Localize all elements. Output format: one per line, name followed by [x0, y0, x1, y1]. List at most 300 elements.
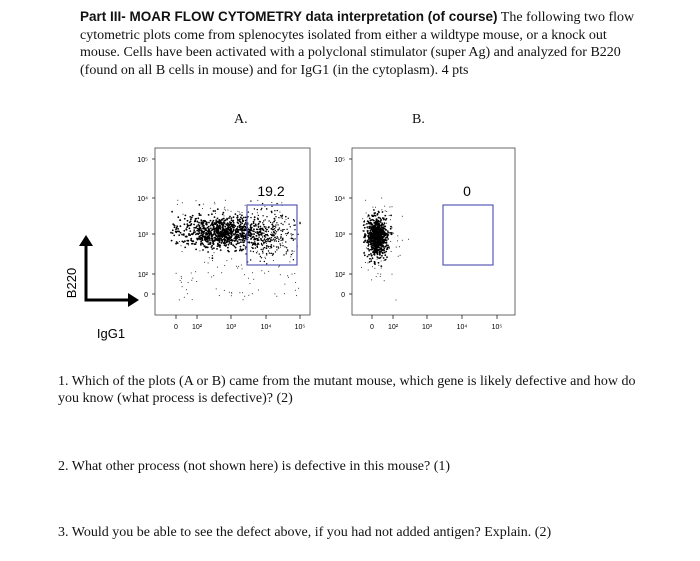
event-dot — [211, 230, 213, 232]
event-dot — [379, 232, 381, 234]
event-dot — [214, 202, 215, 203]
event-dot — [228, 234, 230, 236]
event-dot — [378, 273, 379, 274]
event-dot — [282, 245, 283, 246]
event-dot — [279, 227, 280, 228]
event-dot — [367, 232, 369, 234]
event-dot — [244, 296, 245, 297]
plot-b-y-tick-label: 10⁵ — [334, 157, 345, 164]
event-dot — [235, 240, 237, 242]
event-dot — [378, 218, 379, 219]
event-dot — [188, 282, 189, 283]
plot-a-y-tick-label: 0 — [144, 292, 148, 299]
event-dot — [274, 240, 275, 241]
event-dot — [371, 226, 372, 227]
event-dot — [172, 232, 174, 234]
event-dot — [379, 228, 380, 229]
event-dot — [369, 261, 371, 263]
event-dot — [260, 230, 261, 231]
event-dot — [196, 200, 197, 201]
event-dot — [212, 225, 214, 227]
event-dot — [274, 220, 275, 221]
event-dot — [297, 234, 298, 235]
event-dot — [252, 247, 253, 248]
event-dot — [265, 257, 266, 258]
event-dot — [200, 244, 202, 246]
event-dot — [371, 259, 372, 260]
y-axis-title: B220 — [64, 267, 79, 299]
event-dot — [366, 248, 367, 249]
event-dot — [203, 225, 204, 226]
event-dot — [271, 232, 272, 233]
event-dot — [274, 221, 275, 222]
event-dot — [181, 276, 182, 277]
event-dot — [296, 295, 297, 296]
event-dot — [241, 249, 242, 250]
event-dot — [376, 276, 377, 277]
event-dot — [210, 220, 212, 222]
event-dot — [294, 229, 295, 230]
event-dot — [186, 226, 188, 228]
event-dot — [262, 240, 263, 241]
event-dot — [188, 245, 189, 246]
event-dot — [193, 224, 195, 226]
event-dot — [365, 262, 366, 263]
event-dot — [254, 241, 255, 242]
event-dot — [294, 251, 295, 252]
plot-a-y-ticks — [137, 157, 148, 299]
event-dot — [205, 239, 206, 240]
plot-b-x-ticks — [370, 324, 502, 331]
event-dot — [184, 218, 186, 220]
event-dot — [206, 233, 208, 235]
event-dot — [210, 227, 212, 229]
plot-a-x-tick-label: 0 — [174, 324, 178, 331]
event-dot — [223, 212, 225, 214]
x-axis-arrowhead-icon — [128, 293, 139, 307]
event-dot — [264, 261, 265, 262]
event-dot — [222, 232, 223, 233]
event-dot — [390, 228, 392, 230]
event-dot — [372, 207, 373, 208]
event-dot — [380, 274, 381, 275]
event-dot — [369, 224, 370, 225]
event-dot — [229, 238, 231, 240]
event-dot — [364, 234, 366, 236]
event-dot — [259, 221, 260, 222]
event-dot — [380, 236, 381, 237]
event-dot — [284, 246, 285, 247]
event-dot — [274, 226, 275, 227]
event-dot — [384, 239, 386, 241]
event-dot — [227, 226, 229, 228]
event-dot — [272, 226, 273, 227]
event-dot — [257, 229, 258, 230]
event-dot — [220, 228, 222, 230]
event-dot — [209, 242, 211, 244]
event-dot — [277, 237, 278, 238]
event-dot — [383, 250, 385, 252]
event-dot — [243, 249, 244, 250]
event-dot — [250, 228, 252, 230]
event-dot — [217, 208, 219, 210]
event-dot — [389, 215, 390, 216]
event-dot — [262, 236, 263, 237]
event-dot — [380, 248, 382, 250]
event-dot — [225, 200, 226, 201]
plot-a-x-tick-label: 10⁴ — [260, 324, 272, 331]
event-dot — [266, 253, 267, 254]
event-dot — [268, 231, 269, 232]
event-dot — [234, 246, 236, 248]
event-dot — [182, 286, 183, 287]
event-dot — [194, 243, 196, 245]
event-dot — [276, 203, 277, 204]
event-dot — [185, 215, 187, 217]
event-dot — [376, 215, 377, 216]
event-dot — [277, 236, 278, 237]
event-dot — [236, 266, 237, 267]
event-dot — [242, 241, 244, 243]
event-dot — [276, 249, 277, 250]
event-dot — [224, 265, 225, 266]
event-dot — [181, 278, 182, 279]
event-dot — [271, 228, 272, 229]
event-dot — [280, 215, 281, 216]
event-dot — [390, 215, 392, 217]
event-dot — [233, 216, 235, 218]
event-dot — [294, 273, 295, 274]
event-dot — [251, 247, 252, 248]
event-dot — [200, 214, 202, 216]
plot-b-y-tick-label: 10² — [334, 272, 345, 279]
event-dot — [217, 245, 219, 247]
event-dot — [384, 228, 386, 230]
event-dot — [364, 220, 365, 221]
event-dot — [243, 299, 244, 300]
event-dot — [245, 205, 246, 206]
event-dot — [377, 222, 378, 223]
event-dot — [257, 239, 259, 241]
event-dot — [183, 230, 185, 232]
problem-heading: Part III- MOAR FLOW CYTOMETRY data interpretation (of course) — [80, 9, 498, 24]
event-dot — [264, 247, 265, 248]
event-dot — [234, 225, 236, 227]
event-dot — [237, 215, 239, 217]
event-dot — [225, 244, 227, 246]
event-dot — [369, 258, 371, 260]
event-dot — [251, 242, 252, 243]
event-dot — [368, 237, 370, 239]
plot-b-x-tick-label: 10³ — [421, 324, 433, 331]
event-dot — [370, 228, 372, 230]
plot-b-gate-percent: 0 — [463, 183, 471, 199]
event-dot — [276, 231, 277, 232]
event-dot — [238, 230, 239, 231]
event-dot — [242, 212, 243, 213]
event-dot — [275, 216, 276, 217]
event-dot — [380, 237, 382, 239]
event-dot — [380, 243, 381, 244]
event-dot — [373, 228, 375, 230]
event-dot — [178, 234, 180, 236]
event-dot — [199, 232, 201, 234]
event-dot — [217, 218, 219, 220]
event-dot — [267, 234, 268, 235]
event-dot — [226, 260, 227, 261]
event-dot — [275, 251, 276, 252]
event-dot — [396, 247, 397, 248]
event-dot — [255, 232, 256, 233]
event-dot — [377, 225, 379, 227]
event-dot — [271, 212, 272, 213]
event-dot — [237, 217, 239, 219]
event-dot — [254, 238, 255, 239]
event-dot — [268, 246, 269, 247]
event-dot — [252, 293, 253, 294]
event-dot — [263, 220, 264, 221]
event-dot — [210, 208, 211, 209]
event-dot — [213, 210, 215, 212]
event-dot — [277, 224, 278, 225]
event-dot — [222, 226, 224, 228]
event-dot — [392, 234, 393, 235]
event-dot — [391, 251, 392, 252]
event-dot — [226, 219, 228, 221]
event-dot — [235, 232, 237, 234]
event-dot — [299, 222, 300, 223]
event-dot — [265, 258, 266, 259]
event-dot — [258, 226, 259, 227]
event-dot — [187, 293, 188, 294]
event-dot — [366, 226, 368, 228]
event-dot — [248, 211, 249, 212]
event-dot — [211, 248, 213, 250]
event-dot — [385, 251, 387, 253]
plot-a-gate-percent: 19.2 — [257, 183, 285, 199]
event-dot — [250, 232, 251, 233]
event-dot — [293, 259, 294, 260]
event-dot — [189, 230, 191, 232]
event-dot — [188, 225, 190, 227]
event-dot — [389, 232, 391, 234]
event-dot — [284, 284, 285, 285]
event-dot — [195, 249, 197, 251]
event-dot — [393, 233, 394, 234]
event-dot — [245, 246, 246, 247]
event-dot — [231, 258, 232, 259]
event-dot — [367, 230, 368, 231]
event-dot — [262, 228, 264, 230]
event-dot — [265, 219, 266, 220]
event-dot — [282, 229, 284, 231]
event-dot — [176, 273, 177, 274]
event-dot — [231, 292, 232, 293]
event-dot — [372, 266, 373, 267]
event-dot — [261, 249, 262, 250]
event-dot — [371, 249, 373, 251]
event-dot — [176, 225, 178, 227]
event-dot — [260, 226, 262, 228]
event-dot — [219, 221, 221, 223]
event-dot — [386, 259, 387, 260]
event-dot — [266, 263, 267, 264]
event-dot — [186, 229, 188, 231]
event-dot — [222, 218, 224, 220]
event-dot — [264, 238, 265, 239]
event-dot — [211, 277, 212, 278]
event-dot — [367, 221, 369, 223]
event-dot — [268, 271, 269, 272]
event-dot — [178, 229, 179, 230]
event-dot — [374, 251, 375, 252]
event-dot — [218, 233, 220, 235]
event-dot — [382, 246, 384, 248]
event-dot — [265, 231, 266, 232]
event-dot — [197, 224, 199, 226]
event-dot — [377, 234, 379, 236]
event-dot — [209, 257, 210, 258]
event-dot — [257, 218, 258, 219]
event-dot — [215, 238, 217, 240]
event-dot — [386, 246, 387, 247]
event-dot — [280, 240, 281, 241]
event-dot — [368, 270, 369, 271]
event-dot — [369, 251, 370, 252]
event-dot — [275, 224, 276, 225]
event-dot — [216, 229, 218, 231]
event-dot — [222, 224, 224, 226]
plot-b-y-ticks — [334, 157, 345, 299]
event-dot — [377, 246, 378, 247]
event-dot — [212, 260, 213, 261]
event-dot — [208, 222, 210, 224]
event-dot — [252, 230, 253, 231]
event-dot — [280, 274, 281, 275]
event-dot — [367, 228, 368, 229]
event-dot — [200, 222, 202, 224]
event-dot — [284, 293, 285, 294]
event-dot — [211, 222, 213, 224]
event-dot — [258, 244, 259, 245]
event-dot — [250, 226, 251, 227]
event-dot — [378, 228, 380, 230]
event-dot — [209, 238, 210, 239]
event-dot — [215, 223, 217, 225]
plot-a-y-tick-label: 10² — [137, 272, 148, 279]
event-dot — [228, 244, 230, 246]
event-dot — [254, 242, 256, 244]
flow-cytometry-figure — [0, 140, 700, 355]
question-3: 3. Would you be able to see the defect above, if you had not added antigen? Explain. (2) — [58, 525, 552, 540]
event-dot — [386, 256, 388, 258]
event-dot — [203, 245, 205, 247]
event-dot — [222, 222, 224, 224]
event-dot — [218, 232, 220, 234]
event-dot — [385, 219, 387, 221]
event-dot — [214, 252, 215, 253]
event-dot — [240, 246, 242, 248]
event-dot — [364, 252, 365, 253]
event-dot — [201, 229, 202, 230]
plot-a-x-tick-label: 10³ — [225, 324, 237, 331]
event-dot — [200, 241, 202, 243]
event-dot — [265, 228, 266, 229]
event-dot — [178, 231, 180, 233]
event-dot — [231, 231, 233, 233]
event-dot — [236, 236, 238, 238]
event-dot — [387, 245, 389, 247]
event-dot — [252, 213, 253, 214]
event-dot — [211, 236, 213, 238]
plot-b-x-tick-label: 10⁴ — [456, 324, 468, 331]
event-dot — [372, 257, 374, 259]
event-dot — [223, 230, 225, 232]
event-dot — [378, 220, 380, 222]
event-dot — [377, 239, 379, 241]
event-dot — [378, 265, 379, 266]
event-dot — [371, 243, 372, 244]
event-dot — [237, 211, 238, 212]
event-dot — [384, 260, 385, 261]
event-dot — [282, 239, 283, 240]
event-dot — [392, 227, 393, 228]
event-dot — [385, 210, 386, 211]
event-dot — [191, 273, 192, 274]
event-dot — [383, 241, 385, 243]
event-dot — [213, 232, 215, 234]
event-dot — [243, 229, 245, 231]
event-dot — [402, 240, 403, 241]
event-dot — [218, 238, 220, 240]
event-dot — [197, 217, 199, 219]
event-dot — [387, 248, 388, 249]
event-dot — [221, 272, 222, 273]
event-dot — [236, 234, 238, 236]
event-dot — [369, 226, 371, 228]
event-dot — [274, 218, 276, 220]
panel-label-a: A. — [234, 112, 248, 127]
event-dot — [172, 223, 174, 225]
event-dot — [253, 279, 254, 280]
event-dot — [375, 233, 377, 235]
event-dot — [368, 254, 370, 256]
event-dot — [250, 200, 251, 201]
event-dot — [381, 255, 383, 257]
event-dot — [228, 251, 230, 253]
event-dot — [227, 210, 228, 211]
event-dot — [242, 239, 243, 240]
event-dot — [374, 222, 376, 224]
event-dot — [388, 246, 390, 248]
event-dot — [177, 216, 179, 218]
event-dot — [376, 223, 378, 225]
event-dot — [273, 245, 274, 246]
event-dot — [244, 274, 245, 275]
event-dot — [270, 222, 271, 223]
event-dot — [184, 240, 186, 242]
event-dot — [263, 243, 264, 244]
event-dot — [189, 234, 191, 236]
event-dot — [369, 218, 371, 220]
event-dot — [211, 225, 212, 226]
event-dot — [286, 247, 287, 248]
event-dot — [229, 242, 231, 244]
event-dot — [201, 237, 203, 239]
event-dot — [272, 240, 273, 241]
event-dot — [190, 239, 192, 241]
event-dot — [237, 240, 239, 242]
